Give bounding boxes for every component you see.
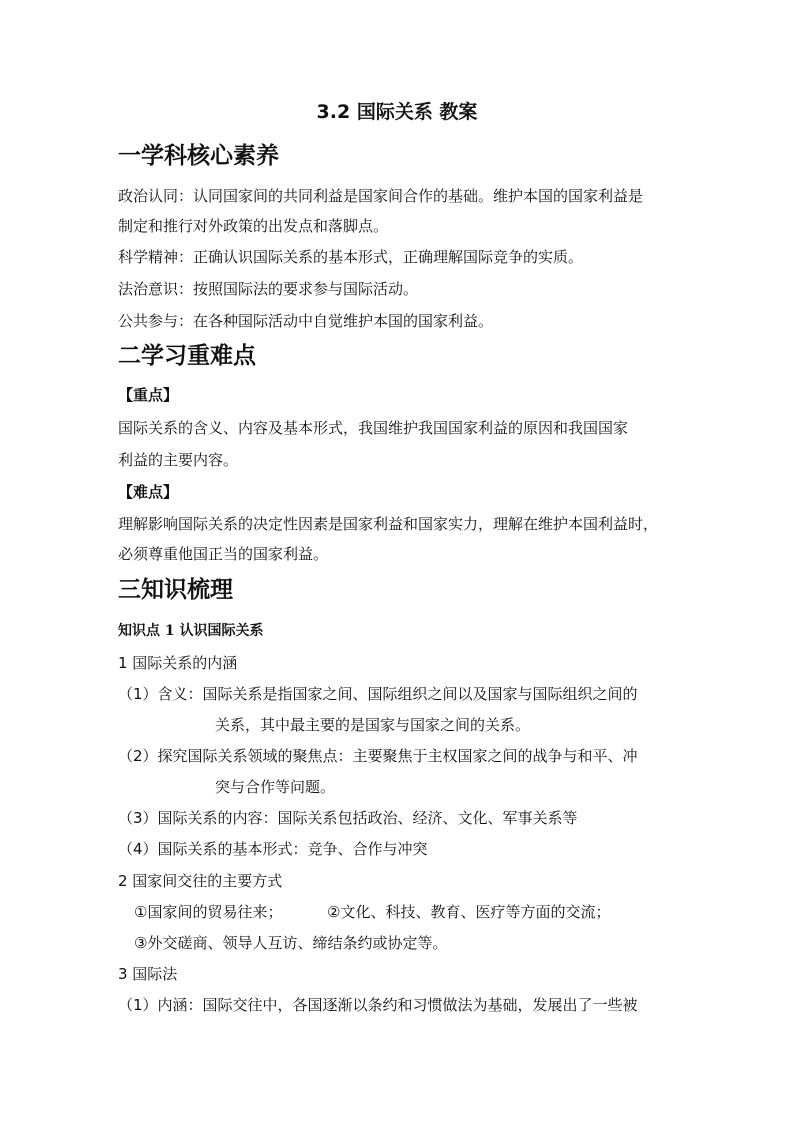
core-literacy-line: 制定和推行对外政策的出发点和落脚点。 — [118, 217, 389, 235]
subsection-heading: 1 国际关系的内涵 — [118, 654, 238, 672]
difficult-points-line: 必须尊重他国正当的国家利益。 — [118, 545, 329, 563]
list-item-continuation: 关系，其中最主要的是国家与国家之间的关系。 — [215, 716, 531, 734]
exchange-way: ③外交磋商、领导人互访、缔结条约或协定等。 — [134, 934, 448, 952]
subsection-heading: 3 国际法 — [118, 965, 178, 983]
list-item: （1）含义：国际关系是指国家之间、国际组织之间以及国家与国际组织之间的 — [118, 685, 638, 703]
exchange-way: ①国家间的贸易往来； — [134, 903, 283, 921]
list-item: （3）国际关系的内容：国际关系包括政治、经济、文化、军事关系等 — [118, 809, 578, 827]
key-points-line: 利益的主要内容。 — [118, 451, 239, 469]
list-item: （2）探究国际关系领域的聚焦点：主要聚焦于主权国家之间的战争与和平、冲 — [118, 747, 638, 765]
core-literacy-line: 公共参与：在各种国际活动中自觉维护本国的国家利益。 — [118, 312, 494, 330]
key-points-line: 国际关系的含义、内容及基本形式，我国维护我国国家利益的原因和我国国家 — [118, 419, 629, 437]
knowledge-point-title: 知识点 1 认识国际关系 — [118, 623, 264, 639]
key-points-label: 【重点】 — [118, 386, 179, 404]
document-title: 3.2 国际关系 教案 — [316, 101, 478, 123]
section-heading-key-difficult: 二学习重难点 — [118, 343, 256, 369]
exchange-way: ②文化、科技、教育、医疗等方面的交流； — [327, 903, 611, 921]
list-item: （4）国际关系的基本形式：竞争、合作与冲突 — [118, 840, 428, 858]
core-literacy-line: 科学精神：正确认识国际关系的基本形式，正确理解国际竞争的实质。 — [118, 248, 584, 266]
core-literacy-line: 法治意识：按照国际法的要求参与国际活动。 — [118, 280, 419, 298]
list-item: （1）内涵：国际交往中，各国逐渐以条约和习惯做法为基础，发展出了一些被 — [118, 996, 638, 1014]
core-literacy-line: 政治认同：认同国家间的共同利益是国家间合作的基础。维护本国的国家利益是 — [118, 187, 644, 205]
difficult-points-line: 理解影响国际关系的决定性因素是国家利益和国家实力，理解在维护本国利益时， — [118, 515, 659, 533]
subsection-heading: 2 国家间交往的主要方式 — [118, 872, 283, 890]
section-heading-core-literacy: 一学科核心素养 — [118, 143, 279, 169]
difficult-points-label: 【难点】 — [118, 483, 179, 501]
list-item-continuation: 突与合作等问题。 — [215, 778, 336, 796]
section-heading-knowledge: 三知识梳理 — [118, 577, 233, 603]
